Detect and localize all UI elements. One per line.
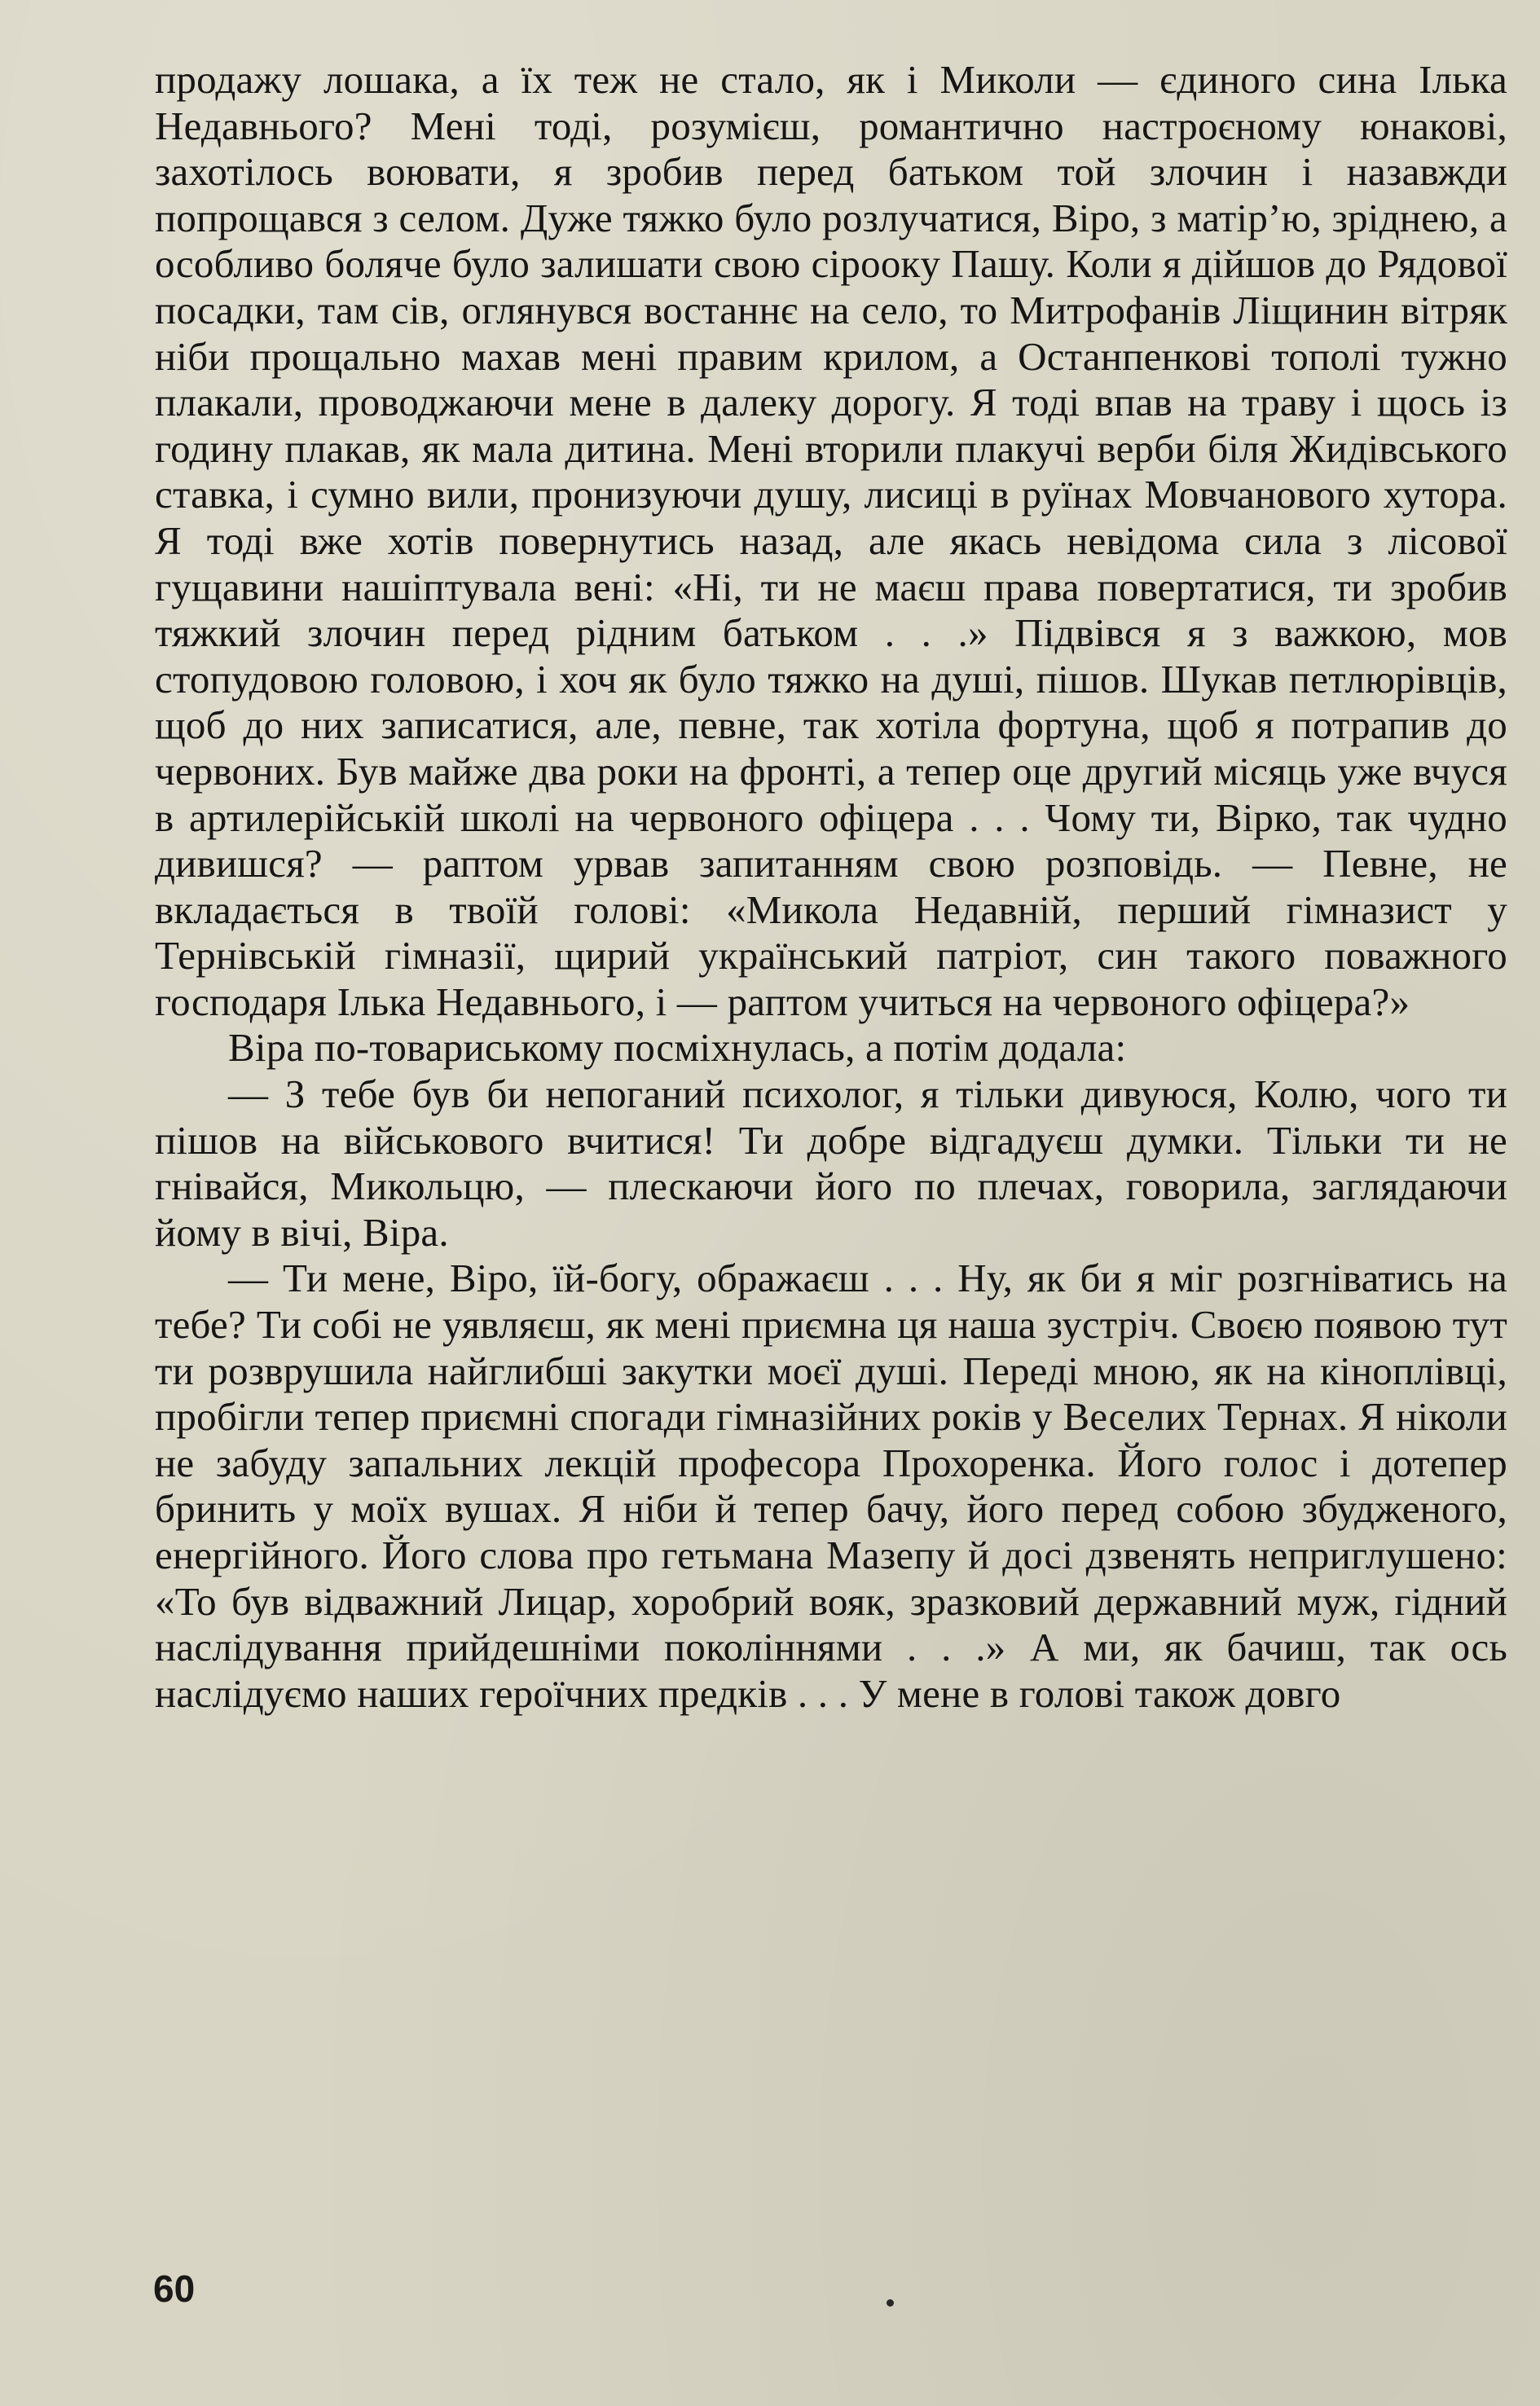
page-number: 60 [153,2267,196,2310]
paragraph: — З тебе був би непоганий психолог, я тільки дивуюся, Колю, чого ти пішов на військового вчитися! Ти добре відгадуєш думки. Тільки ти не гнівайся, Микольцю, — плескаючи його по плечах, говорила, заглядаючи йому в вічі, Віра. [155,1071,1507,1255]
paragraph: Віра по-товариському посміхнулась, а потім додала: [228,1025,1127,1071]
ink-speck [887,2299,894,2307]
body-text [155,57,1507,1717]
paragraph: — Ти мене, Віро, їй-богу, ображаєш . . . Ну, як би я міг розгніватись на тебе? Ти собі не уявляєш, як мені приємна ця наша зустріч. Своєю появою тут ти розврушила найглибші закутки моєї душі. Переді мною, як на кіноплівці, пробігли тепер приємні спогади гімназійних років у Веселих Тернах. Я ніколи не забуду запальних лекцій професора Прохоренка. Його голос і дотепер бринить у моїх вушах. Я ніби й тепер бачу, його перед собою збудженого, енергійного. Його слова про гетьмана Мазепу й досі дзвенять неприглушено: «То був відважний Лицар, хоробрий вояк, зразковий державний муж, гідний наслідування прийдешніми поколіннями . . .» А ми, як бачиш, так ось наслідуємо наших героїчних предків . . . У мене в голові також довго [155,1256,1507,1716]
paragraph: продажу лошака, а їх теж не стало, як і Миколи — єдиного сина Ілька Недавнього? Мені тоді, розумієш, романтично настроєному юнакові, захотілось воювати, я зробив перед батьком той злочин і назавжди попрощався з селом. Дуже тяжко було розлучатися, Віро, з матір’ю, зріднею, а особливо боляче було залишати свою сіроокy Пашу. Коли я дійшов до Рядової посадки, там сів, оглянувся востаннє на село, то Митрофанів Ліщинин вітряк ніби прощально махав мені правим крилом, а Останпенкові тополі тужно плакали, проводжаючи мене в далеку дорогу. Я тоді впав на траву і щось із годину плакав, як мала дитина. Мені вторили плакучі верби біля Жидівського ставка, і сумно вили, пронизуючи душу, лисиці в руїнах Мовчанового хутора. Я тоді вже хотів повернутись назад, але якась невідома сила з лісової гущавини нашіптувала вені: «Ні, ти не маєш права повертатися, ти зробив тяжкий злочин перед рідним батьком . . .» Підвівся я з важкою, мов стопудовою головою, і хоч як було тяжко на душі, пішов. Шукав петлюрівців, щоб до них записатися, але, певне, так хотіла фортуна, щоб я потрапив до червоних. Був майже два роки на фронті, а тепер оце другий місяць уже вчуся в артилерійській школі на червоного офіцера . . . Чому ти, Вірко, так чудно дивишся? — раптом урвав запитанням свою розповідь. — Певне, не вкладається в твоїй голові: «Микола Недавній, перший гімназист у Тернівській гімназії, щирий український патріот, син такого поважного господаря Ілька Недавнього, і — раптом учиться на червоного офіцера?» [155,57,1507,1024]
